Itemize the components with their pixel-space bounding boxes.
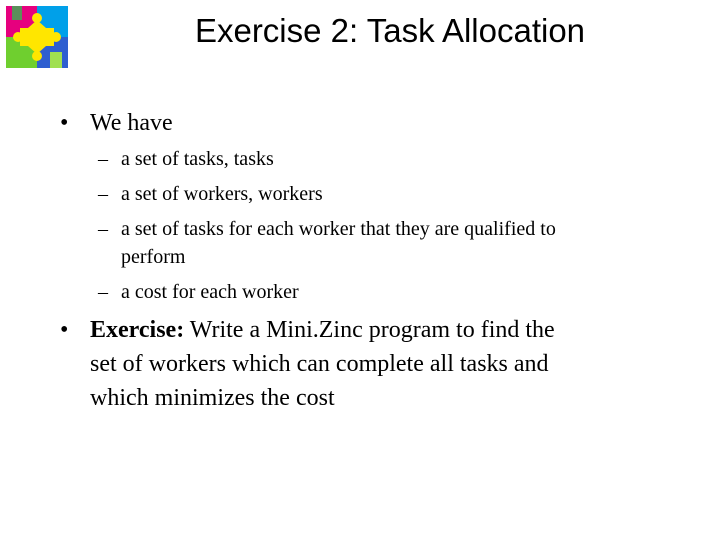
dash-icon: – <box>98 183 108 205</box>
subitem-text: a set of tasks, tasks <box>121 148 274 170</box>
exercise-text: Write a Mini.Zinc program to find the <box>189 317 555 343</box>
slide-title: Exercise 2: Task Allocation <box>194 12 586 49</box>
exercise-line1 <box>90 313 555 347</box>
exercise-label: Exercise: <box>90 317 185 343</box>
subitem-text-line1: a set of tasks for each worker that they are qualified to <box>121 218 556 240</box>
subitem-text: a cost for each worker <box>121 281 299 303</box>
dash-icon: – <box>98 218 108 240</box>
dash-icon: – <box>98 148 108 170</box>
bullet-text: We have <box>90 110 173 136</box>
dash-icon: – <box>98 281 108 303</box>
bullet-icon: • <box>60 317 69 343</box>
exercise-line3: which minimizes the cost <box>90 385 335 411</box>
bullet-icon: • <box>60 110 69 136</box>
subitem-text-line2: perform <box>121 246 186 268</box>
exercise-line2: set of workers which can complete all tasks and <box>90 351 549 377</box>
subitem-text: a set of workers, workers <box>121 183 323 205</box>
